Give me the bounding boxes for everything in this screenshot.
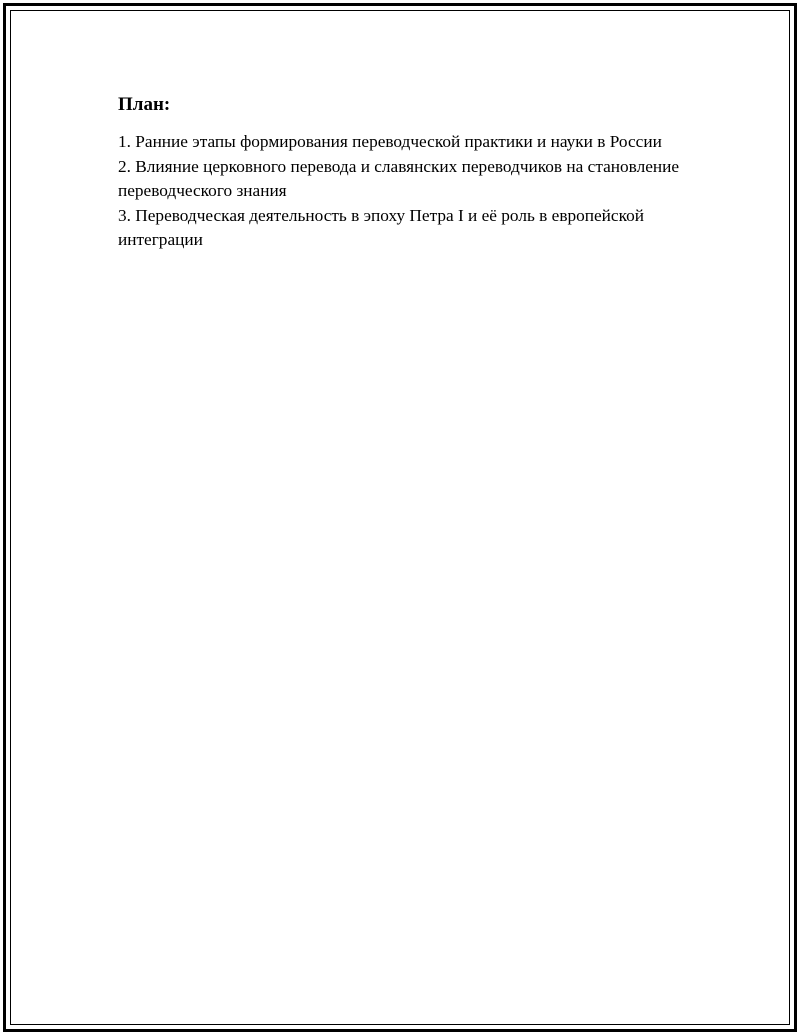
plan-item-3: 3. Переводческая деятельность в эпоху Петра I и её роль в европейской интеграции xyxy=(118,205,644,249)
plan-item-1: 1. Ранние этапы формирования переводческой практики и науки в России xyxy=(118,132,662,151)
plan-list xyxy=(118,130,698,253)
page-content xyxy=(118,92,698,253)
plan-heading: План: xyxy=(118,94,171,115)
plan-item-2: 2. Влияние церковного перевода и славянских переводчиков на становление переводческого знания xyxy=(118,156,680,200)
